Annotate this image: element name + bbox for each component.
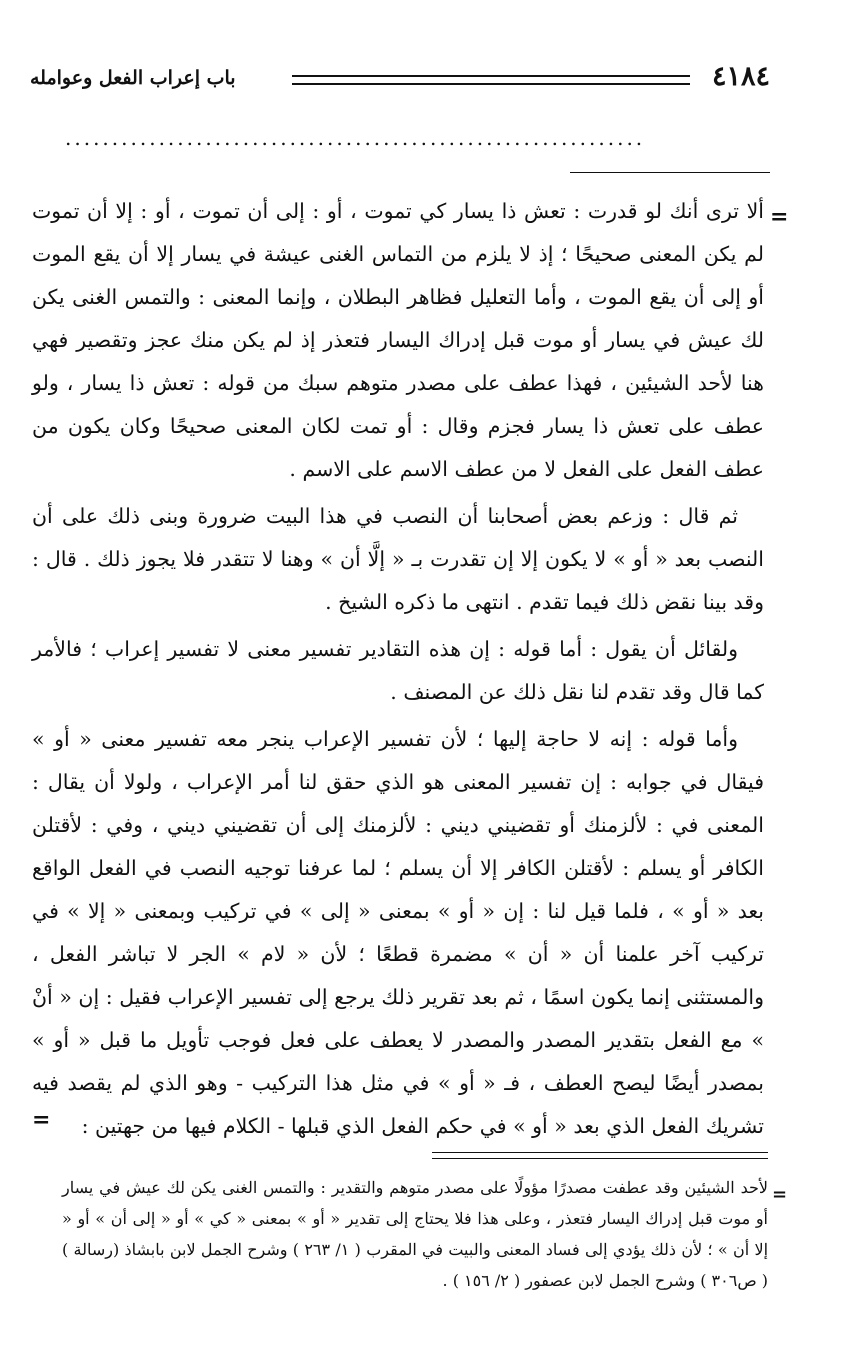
footnote-separator [432, 1152, 768, 1159]
footnote-text: لأحد الشيئين وقد عطفت مصدرًا مؤولًا على مصدر متوهم والتقدير : والتمس الغنى يكن لك عيش في يسار أو موت قبل إدراك اليسار فتعذر ، وعلى هذا فلا يحتاج إلى تقدير « أو » بمعنى « كي » أو « إلى أن » أو « إلا أن » ؛ لأن ذلك يؤدي إلى فساد المعنى والبيت في المقرب ( ١/ ٢٦٣ ) وشرح الجمل لابن بابشاذ (رسالة ) ( ص٣٠٦ ) وشرح الجمل لابن عصفور ( ٢/ ١٥٦ ) . [62, 1178, 769, 1290]
dotted-separator: .............................................................. [65, 126, 646, 150]
paragraph: ثم قال : وزعم بعض أصحابنا أن النصب في هذا البيت ضرورة وبنى ذلك على أن النصب بعد « أو » لا يكون إلا إن تقدرت بـ « إلَّا أن » وهنا لا تتقدر فلا يجوز ذلك . قال : وقد بينا نقض ذلك فيما تقدم . انتهى ما ذكره الشيخ . [32, 504, 764, 614]
paragraph: وأما قوله : إنه لا حاجة إليها ؛ لأن تفسير الإعراب ينجر معه تفسير معنى « أو » فيقال في جوابه : إن تفسير المعنى هو الذي حقق لنا أمر الإعراب ، ولولا أن يقال : المعنى في : لألزمنك أو تقضيني ديني : لألزمنك إلى أن تقضيني ديني ، وفي : لأقتلن الكافر أو يسلم : لأقتلن الكافر إلا أن يسلم ؛ لما عرفنا توجيه النصب في الفعل الواقع بعد « أو » ، فلما قيل لنا : إن « أو » بمعنى « إلى » في تركيب وبمعنى « إلا » في تركيب آخر علمنا أن « أن » مضمرة قطعًا ؛ لأن « لام » الجر لا تباشر الفعل ، والمستثنى إنما يكون اسمًا ، ثم بعد تقرير ذلك يرجع إلى تفسير الإعراب فقيل : إن « أنْ » مع الفعل بتقدير المصدر والمصدر لا يعطف على فعل فوجب تأويل ما قبل « أو » بمصدر أيضًا ليصح العطف ، فـ « أو » في مثل هذا التركيب - وهو الذي لم يقصد فيه تشريك الفعل الذي بعد « أو » في حكم الفعل الذي قبلها - الكلام فيها من جهتين : [32, 727, 764, 1138]
main-text [32, 190, 764, 1148]
paragraph: ولقائل أن يقول : أما قوله : إن هذه التقادير تفسير معنى لا تفسير إعراب ؛ فالأمر كما قال وقد تقدم لنا نقل ذلك عن المصنف . [32, 637, 764, 704]
continuation-mark-top: = [770, 204, 789, 230]
chapter-title: باب إعراب الفعل وعوامله [30, 67, 236, 89]
running-header [30, 58, 770, 98]
page-number: ٤١٨٤ [711, 61, 770, 92]
header-double-rule [292, 75, 690, 85]
paragraph: ألا ترى أنك لو قدرت : تعش ذا يسار كي تموت ، أو : إلى أن تموت ، أو : إلا أن تموت لم يكن المعنى صحيحًا ؛ إذ لا يلزم من التماس الغنى عيشة في يسار إلا أن يقع الموت أو إلى أن يقع الموت ، وأما التعليل فظاهر البطلان ، وإنما المعنى : والتمس الغنى يكن لك عيش في يسار أو موت قبل إدراك اليسار فتعذر إذ لم يكن منك عجز وتقصير فهي هنا لأحد الشيئين ، فهذا عطف على مصدر متوهم سبك من قوله : تعش ذا يسار ، ولو عطف على تعش ذا يسار فجزم وقال : أو تمت لكان المعنى صحيحًا وكان يكون من عطف الفعل على الفعل لا من عطف الاسم على الاسم . [32, 199, 764, 481]
top-rule [570, 172, 770, 173]
continuation-mark-bottom: = [32, 1107, 51, 1133]
footnote-continuation-mark: = [772, 1184, 788, 1205]
footnote [62, 1172, 768, 1296]
